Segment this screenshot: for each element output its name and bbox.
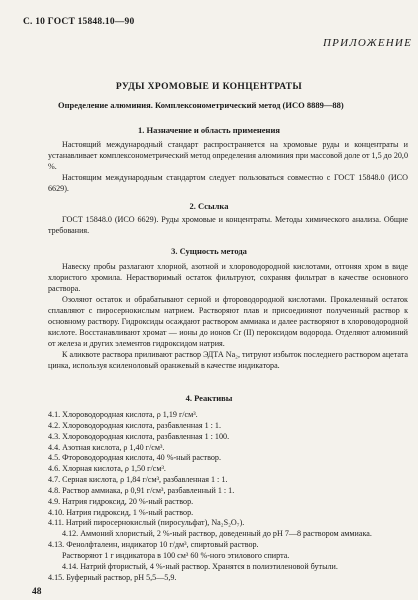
section-3-paragraph-2: Озоляют остаток и обрабатывают серной и фтороводородной кислотами. Прокаленный остаток сплавляют с пиросернокислым натрием. Растворяют плав и присоединяют полученный раствор к основному раствору. Гидроксиды осаждают раствором аммиака и далее растворяют в хлороводородной кислоте. Восстанавливают хромат — ионы до ионов Cr (II) пероксидом водорода. Отделяют алюминий от железа и других элементов гидроксидом натрия. — [48, 295, 408, 348]
section-heading-4: 4. Реактивы — [185, 393, 233, 403]
section-1-paragraph-1: Настоящий международный стандарт распространяется на хромовые руды и концентраты и устанавливает комплексонометрический метод определения алюминия при массовой доле от 1,5 до 20,0 %. — [48, 140, 408, 171]
appendix-label: ПРИЛОЖЕНИЕ — [323, 37, 412, 49]
section-heading-1: 1. Назначение и область применения — [138, 125, 280, 135]
list-item: 4.4. Азотная кислота, ρ 1,40 г/см³. — [48, 442, 165, 452]
list-item: 4.9. Натрия гидроксид, 20 %-ный раствор. — [48, 496, 194, 506]
list-item: 4.6. Хлорная кислота, ρ 1,50 г/см³. — [48, 464, 166, 474]
list-item: 4.5. Фтороводородная кислота, 40 %-ный раствор. — [48, 453, 221, 463]
list-item: 4.3. Хлороводородная кислота, разбавленная 1 : 100. — [48, 431, 230, 441]
section-2-paragraph-1: ГОСТ 15848.0 (ИСО 6629). Руды хромовые и концентраты. Методы химического анализа. Общие требования. — [48, 215, 408, 235]
list-item: 4.7. Серная кислота, ρ 1,84 г/см³, разбавленная 1 : 1. — [48, 475, 228, 485]
list-item: Растворяют 1 г индикатора в 100 см³ 60 %-ного этилового спирта. — [62, 550, 290, 560]
list-item: 4.10. Натрия гидроксид, 1 %-ный раствор. — [48, 507, 194, 517]
list-item: 4.14. Натрий фтористый, 4 %-ный раствор. Хранятся в полиэтиленовой бутыли. — [62, 561, 338, 571]
list-item: 4.11. Натрий пиросернокислый (пиросульфат), Na₂S₂O₇). — [48, 518, 245, 528]
section-3-paragraph-3: К аликвоте раствора приливают раствор ЭДТА Na₂, титруют избыток последнего раствором ацетата цинка, используя ксиленоловый оранжевый в качестве индикатора. — [48, 350, 408, 370]
list-item: 4.8. Раствор аммиака, ρ 0,91 г/см³, разбавленный 1 : 1. — [48, 485, 235, 495]
list-item: 4.2. Хлороводородная кислота, разбавленная 1 : 1. — [48, 420, 221, 430]
list-item: 4.15. Буферный раствор, рН 5,5—5,9. — [48, 572, 177, 582]
list-item: 4.12. Аммоний хлористый, 2 %-ный раствор, доведенный до рН 7—8 раствором аммиака. — [62, 529, 372, 539]
page-number: 48 — [32, 587, 42, 597]
section-1-paragraph-2: Настоящим международным стандартом следует пользоваться совместно с ГОСТ 15848.0 (ИСО 6629). — [48, 173, 408, 193]
reagents-list — [48, 410, 410, 584]
section-heading-3: 3. Сущность метода — [171, 246, 247, 256]
section-3-paragraph-1: Навеску пробы разлагают хлорной, азотной и хлороводородной кислотами, отгоняя хром в виде хлористого хромила. Нерастворимый остаток фильтруют, сохраняя фильтрат в качестве основного раствора. — [48, 262, 408, 293]
running-header: С. 10 ГОСТ 15848.10—90 — [23, 17, 135, 27]
section-heading-2: 2. Ссылка — [189, 201, 229, 211]
document-title: РУДЫ ХРОМОВЫЕ И КОНЦЕНТРАТЫ — [115, 82, 303, 92]
document-subtitle: Определение алюминия. Комплексонометрический метод (ИСО 8889—88) — [58, 100, 344, 110]
list-item: 4.13. Фенолфталеин, индикатор 10 г/дм³, спиртовый раствор. — [48, 540, 259, 550]
list-item: 4.1. Хлороводородная кислота, ρ 1,19 г/см³. — [48, 410, 198, 419]
